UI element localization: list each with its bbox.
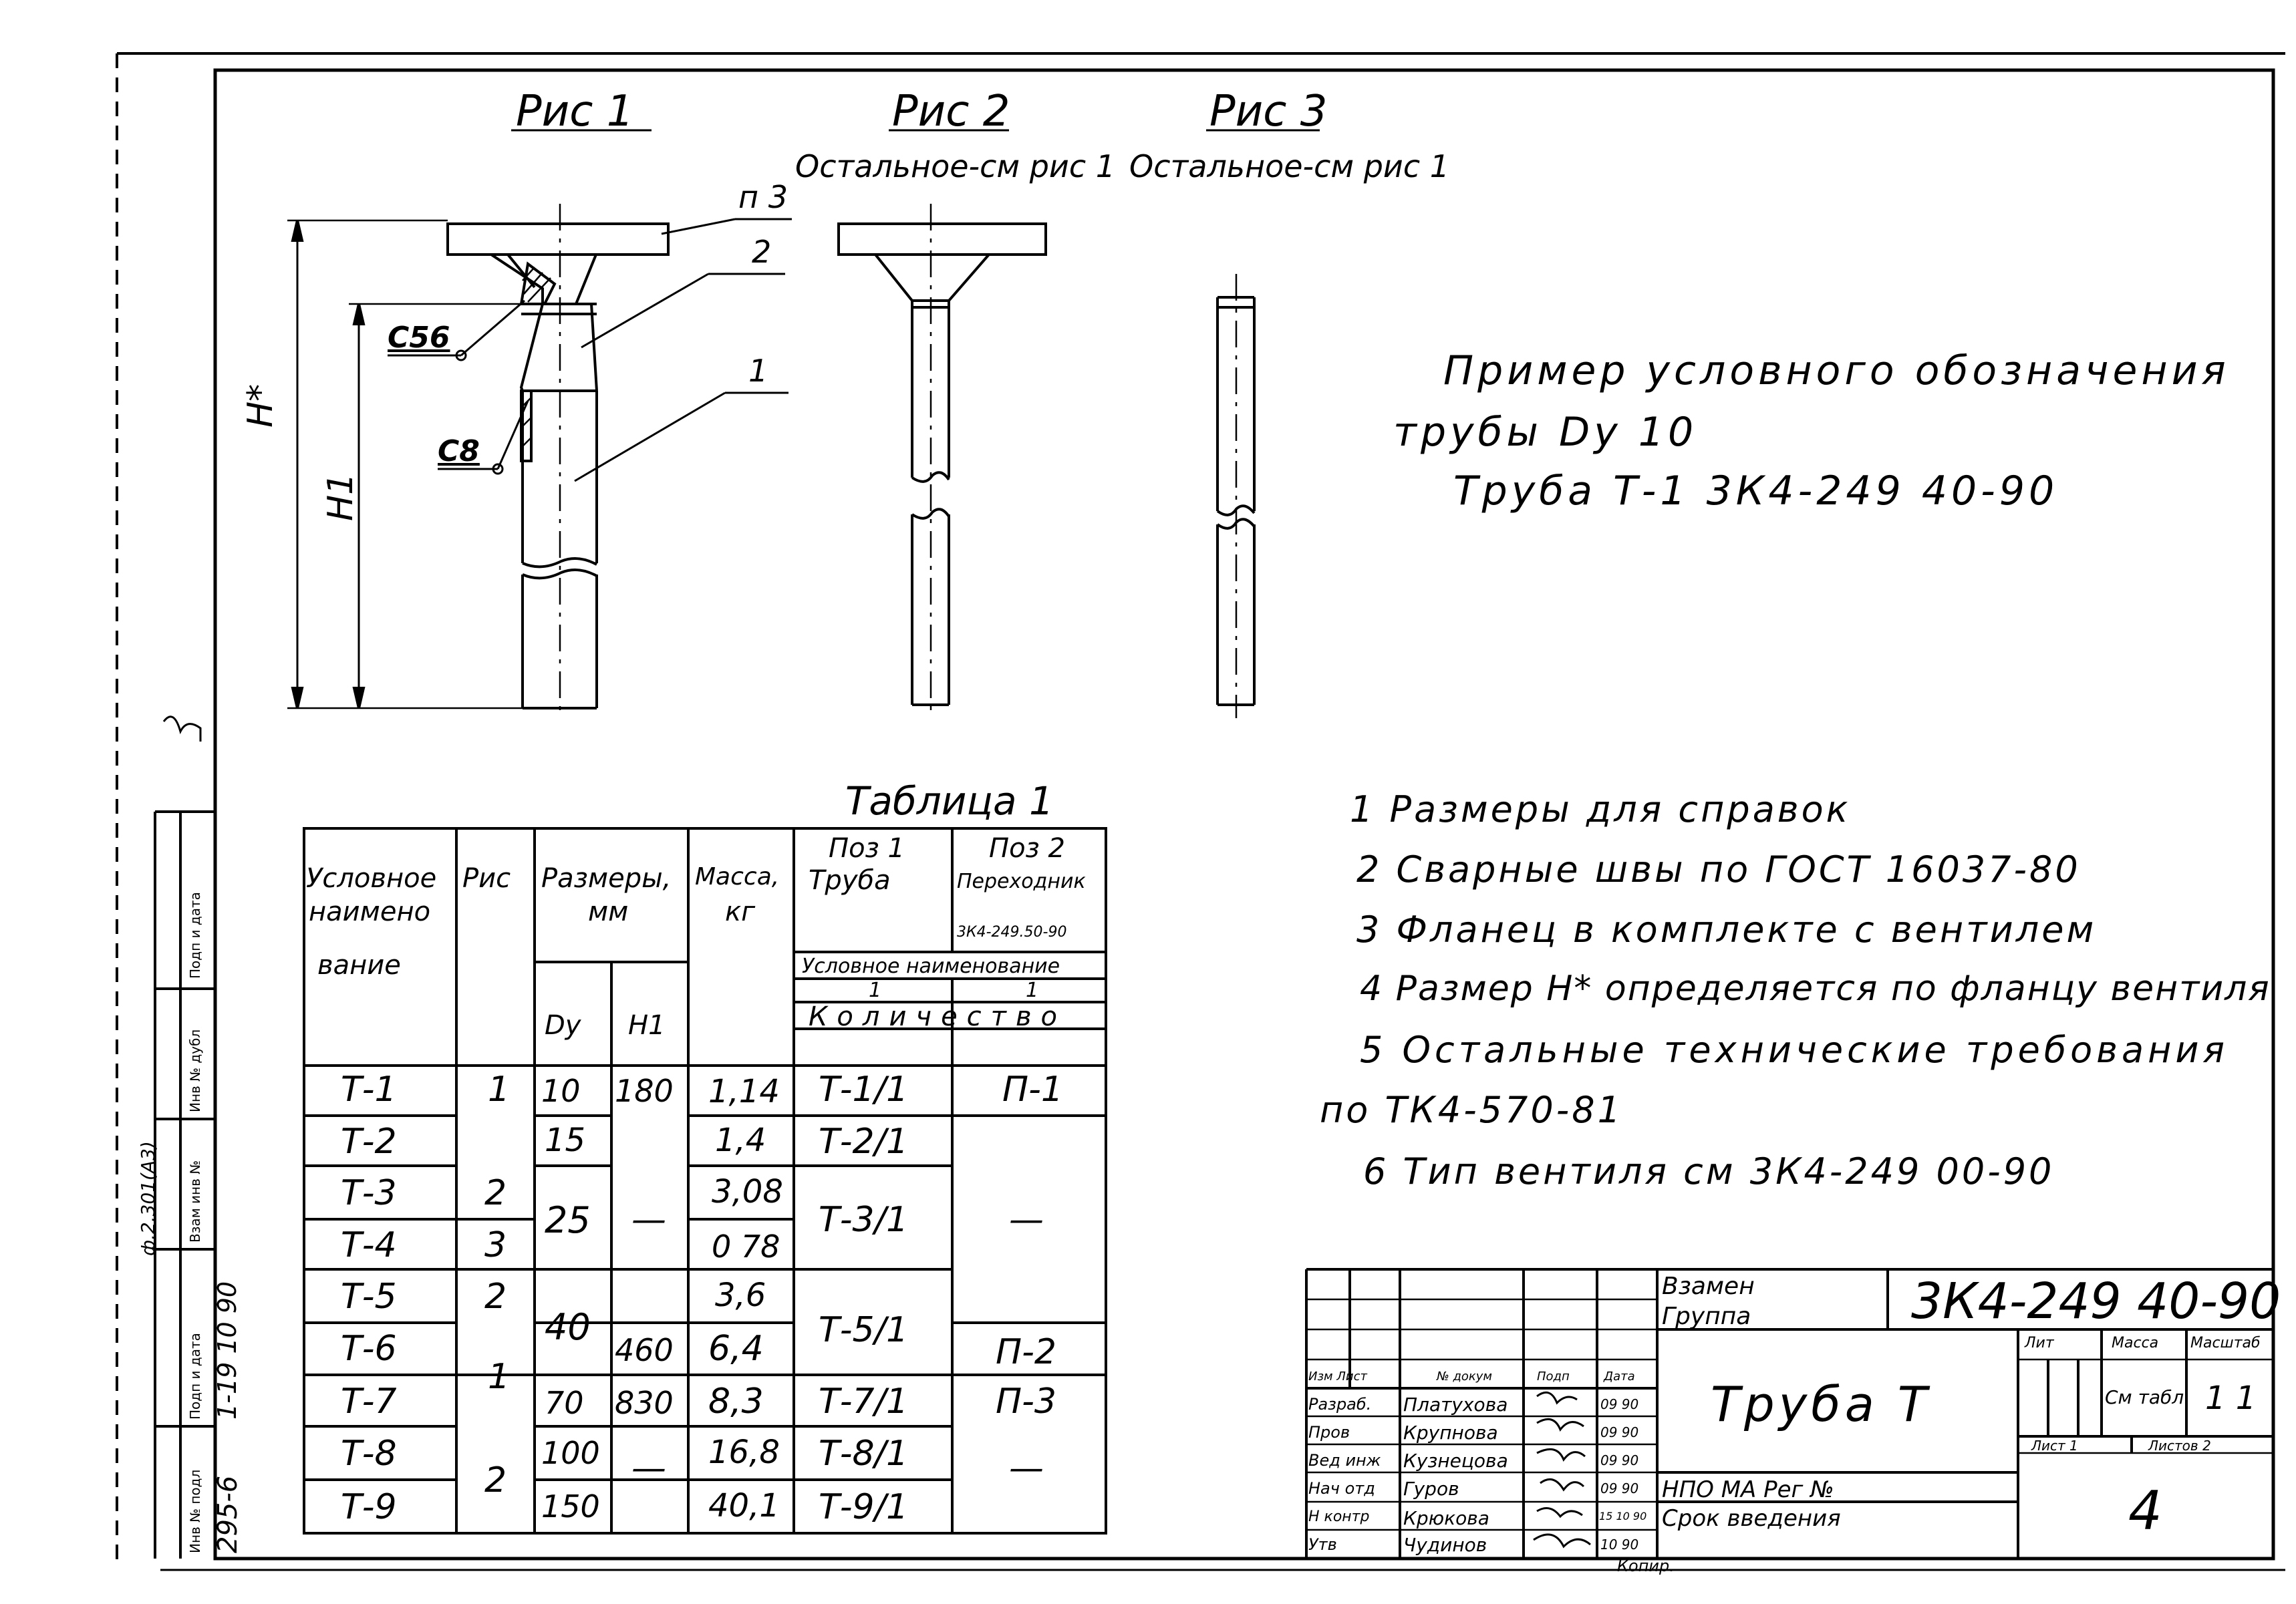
label-2: 2 [752,234,772,270]
tb-role-3: Вед инж [1308,1451,1381,1470]
tb-replaces: Взамен [1662,1273,1755,1300]
row-1-h1: 180 [615,1073,674,1109]
note-5: 5 Остальные технические требования [1360,1029,2229,1071]
row-1-dy: 10 [541,1073,581,1109]
example-line-1: Пример условного обозначения [1443,347,2230,394]
merged-h1-dash-1: — [631,1200,666,1240]
strip-repl-inv: Взам инв № [187,1160,203,1243]
tb-person-2: Крупнова [1403,1422,1498,1444]
tb-role-1: Разраб. [1308,1395,1372,1414]
row-6-name: Т-6 [341,1329,397,1369]
row-2-pos1: Т-2/1 [819,1122,909,1162]
strip-date-value: 1-19 10 90 [212,1281,242,1420]
row-7-name: Т-7 [341,1382,397,1422]
tb-date-4: 09 90 [1600,1480,1639,1496]
note-3: 3 Фланец в комплекте с вентилем [1356,909,2097,951]
row-9-dy: 150 [541,1488,600,1525]
tb-col-doc: № докум [1437,1370,1493,1384]
figure-2-drawing [839,204,1046,718]
tb-person-6: Чудинов [1403,1534,1487,1556]
table-caption: Таблица 1 [845,778,1054,824]
label-c8: С8 [438,434,480,468]
tb-scale: 1 1 [2205,1380,2257,1417]
hdr-one-a: 1 [869,979,882,1002]
row-4-name: Т-4 [341,1225,397,1265]
tb-group: Группа [1662,1303,1751,1330]
note-4: 4 Размер Н* определяется по фланцу вентиля [1360,969,2271,1009]
row-7-dy: 70 [545,1385,584,1421]
tb-sheet: Лист 1 [2031,1438,2078,1454]
row-1-pos1: Т-1/1 [819,1070,909,1110]
hdr-fig: Рис [462,863,511,894]
label-c56: С56 [388,321,450,355]
dim-h-star: Н* [241,383,281,428]
figure-3-drawing [1217,274,1254,718]
tb-role-2: Пров [1308,1423,1350,1442]
hdr-name-3: вание [317,950,401,981]
tb-date-5: 15 10 90 [1599,1510,1647,1522]
figure-2-note: Остальное-см рис 1 [795,148,1116,184]
hdr-pos1-1: Поз 1 [829,833,905,864]
tb-col-date: Дата [1604,1370,1635,1384]
tb-copied: Копир. [1617,1557,1675,1575]
row-5-name: Т-5 [341,1277,397,1317]
figure-3-title: Рис 3 [1209,87,1328,136]
tb-name: Труба Т [1711,1376,1931,1432]
row-1-mass: 1,14 [708,1073,780,1110]
example-line-2: трубы Dу 10 [1393,409,1698,456]
row-5-fig: 2 [484,1277,507,1317]
row-2-name: Т-2 [341,1122,397,1162]
tb-doc-number: 3К4-249 40-90 [1911,1273,2281,1330]
hdr-pos2-2: Переходник [957,870,1086,893]
tb-date-1: 09 90 [1600,1396,1639,1412]
merged-fig-t8-t9: 2 [484,1460,507,1500]
row-7-h1: 830 [615,1385,674,1421]
tb-person-5: Крюкова [1403,1507,1489,1529]
row-9-mass: 40,1 [708,1487,780,1525]
note-5-cont: по ТК4-570-81 [1320,1089,1623,1131]
hdr-h1: Н1 [628,1010,666,1041]
hdr-dims-1: Размеры, [541,863,672,894]
note-6: 6 Тип вентиля см 3К4-249 00-90 [1363,1150,2055,1192]
row-4-mass: 0 78 [712,1229,780,1265]
hdr-pos2-3: 3К4-249.50-90 [957,924,1067,941]
hdr-dy: Dу [545,1010,581,1041]
merged-pos2-dash-2: — [1009,1448,1044,1488]
hdr-one-b: 1 [1026,979,1039,1002]
tb-person-4: Гуров [1403,1478,1459,1500]
tb-col-izm: Изм Лист [1308,1370,1367,1384]
row-4-fig: 3 [484,1225,507,1265]
tb-start-date: Срок введения [1662,1505,1841,1532]
row-8-name: Т-8 [341,1434,397,1474]
tb-role-4: Нач отд [1308,1479,1375,1498]
merged-fig-t6-t7: 1 [488,1357,511,1397]
row-8-dy: 100 [541,1435,600,1471]
figure-2-title: Рис 2 [892,87,1010,136]
row-6-h1: 460 [615,1332,674,1368]
row-7-pos1: Т-7/1 [819,1382,909,1422]
hdr-pos2-1: Поз 2 [989,833,1065,864]
format-label: ф.2.301(А3) [137,1141,159,1256]
merged-pos1-t3-t4: Т-3/1 [819,1200,909,1240]
tb-mass-head: Масса [2112,1335,2159,1351]
merged-h1-dash-2: — [631,1448,666,1488]
row-2-mass: 1,4 [715,1122,766,1159]
hdr-mass-2: кг [725,897,756,927]
strip-sign-date-2: Подп и дата [187,1333,203,1420]
hdr-name-1: Условное [306,863,437,894]
row-2-dy: 15 [545,1122,586,1159]
left-strip [155,812,215,1559]
row-9-name: Т-9 [341,1487,397,1527]
tb-sheets: Листов 2 [2148,1438,2211,1454]
row-8-pos1: Т-8/1 [819,1434,909,1474]
merged-dy-25: 25 [545,1199,591,1241]
tb-person-1: Платухова [1403,1394,1508,1416]
row-8-mass: 16,8 [708,1434,780,1471]
tb-mass: См табл. [2105,1386,2190,1408]
note-2: 2 Сварные швы по ГОСТ 16037-80 [1356,848,2081,891]
tb-scale-head: Масштаб [2190,1335,2261,1351]
tb-date-3: 09 90 [1600,1452,1639,1468]
example-line-3: Труба Т-1 3К4-249 40-90 [1453,468,2059,514]
tb-npo: НПО МА Рег № [1662,1476,1834,1503]
tb-sheet-number: 4 [2128,1480,2162,1542]
figure-3-note: Остальное-см рис 1 [1129,148,1450,184]
row-1-name: Т-1 [341,1070,397,1110]
hdr-mass-1: Масса, [695,863,780,891]
label-1: 1 [748,353,768,389]
tb-date-2: 09 90 [1600,1424,1639,1440]
strip-sign-date-1: Подп и дата [187,892,203,979]
row-9-pos1: Т-9/1 [819,1487,909,1527]
note-1: 1 Размеры для справок [1350,788,1851,830]
tb-role-5: Н контр [1308,1508,1370,1525]
tb-person-3: Кузнецова [1403,1450,1508,1472]
row-6-pos2: П-2 [996,1332,1056,1372]
tb-lit-head: Лит [2025,1335,2054,1351]
merged-fig-t2-t3: 2 [484,1173,507,1213]
hdr-dims-2: мм [588,897,629,927]
row-7-mass: 8,3 [708,1382,764,1422]
tb-role-6: Утв [1308,1535,1337,1554]
row-6-mass: 6,4 [708,1329,764,1369]
label-p3: п 3 [738,179,788,215]
row-1-fig: 1 [488,1070,511,1110]
dim-h1: Н1 [321,472,361,521]
row-7-pos2: П-3 [996,1382,1056,1422]
strip-inv-dup: Инв № дубл [187,1029,203,1112]
figure-1-drawing [287,204,792,718]
row-3-mass: 3,08 [712,1173,783,1211]
tb-date-6: 10 90 [1600,1537,1639,1553]
row-5-mass: 3,6 [715,1277,766,1314]
hdr-pos1-2: Труба [809,865,891,896]
row-1-pos2: П-1 [1002,1070,1063,1110]
strip-inv-value: 295-6 [212,1475,243,1553]
figure-1-title: Рис 1 [516,87,634,136]
row-3-name: Т-3 [341,1173,397,1213]
hdr-name-2: наимено [309,897,431,927]
merged-pos1-t5-t6: Т-5/1 [819,1310,909,1350]
tb-col-sign: Подп [1537,1370,1570,1384]
merged-pos2-dash-1: — [1009,1200,1044,1240]
hdr-cond-name: Условное наименование [802,955,1060,978]
hdr-qty: Количество [809,1001,1067,1032]
strip-inv-orig: Инв № подл [187,1469,203,1553]
merged-dy-40: 40 [545,1306,591,1348]
